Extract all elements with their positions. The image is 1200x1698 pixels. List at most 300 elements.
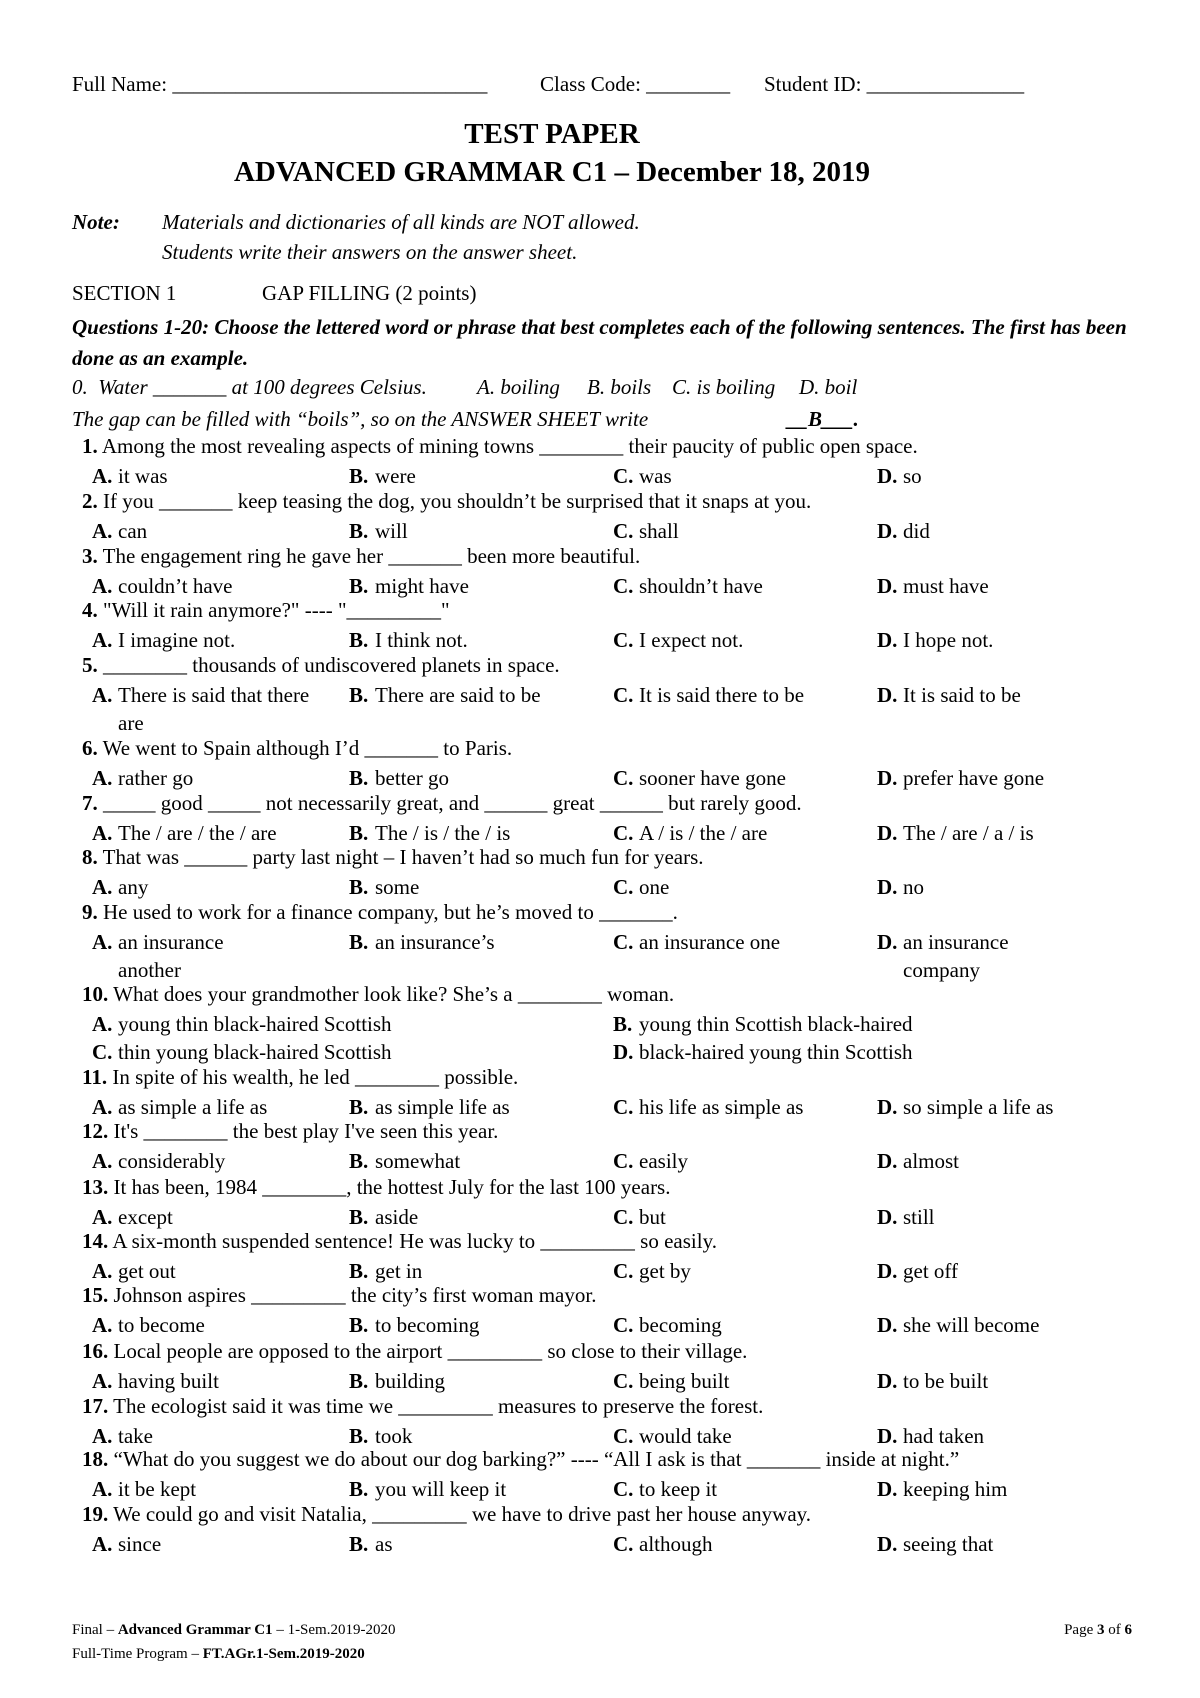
answer-option <box>349 1093 510 1121</box>
answer-option <box>613 1422 732 1450</box>
option-letter: C. <box>613 766 634 790</box>
answer-option <box>877 1257 958 1285</box>
question-stem <box>82 653 1132 678</box>
question-text: What does your grandmother look like? She’s a ________ woman. <box>113 982 675 1006</box>
option-text: as simple life as <box>375 1095 510 1119</box>
option-letter: C. <box>92 1040 113 1064</box>
instructions: Questions 1-20: Choose the lettered word or phrase that best completes each of the following sentences. The first has been done as an example. <box>72 315 1127 370</box>
section-name <box>262 281 476 306</box>
note-line: Students write their answers on the answer sheet. <box>162 240 578 264</box>
answer-option <box>92 1038 392 1066</box>
option-letter: C. <box>613 1477 634 1501</box>
question-stem <box>82 544 1132 569</box>
option-text: so <box>903 464 922 488</box>
footer-code: FT.AGr.1-Sem.2019-2020 <box>202 1646 365 1662</box>
option-text: I think not. <box>375 628 468 652</box>
answer-option <box>92 517 147 545</box>
question-number: 18. <box>82 1447 109 1471</box>
option-text: to be built <box>903 1369 989 1393</box>
answer-option <box>349 1475 506 1503</box>
question-text: _____ good _____ not necessarily great, and ______ great ______ but rarely good. <box>103 791 802 815</box>
question-number: 15. <box>82 1283 109 1307</box>
option-letter: B. <box>349 1313 369 1337</box>
option-text: any <box>118 875 149 899</box>
option-letter: D. <box>877 1095 898 1119</box>
question-stem <box>82 845 1132 870</box>
option-text: an insurance another <box>118 930 224 982</box>
question-text: We could go and visit Natalia, _________ we have to drive past her house anyway. <box>113 1502 812 1526</box>
option-text: will <box>375 519 408 543</box>
answer-option <box>877 1422 984 1450</box>
question-text: The ecologist said it was time we _________ measures to preserve the forest. <box>113 1394 764 1418</box>
answer-option <box>349 462 416 490</box>
question-text: He used to work for a finance company, but he’s moved to _______. <box>103 900 678 924</box>
question-stem <box>82 1065 1132 1090</box>
option-text: It is said there to be <box>639 683 805 707</box>
question-number: 8. <box>82 845 98 869</box>
option-letter: B. <box>349 464 369 488</box>
option-text: although <box>639 1532 713 1556</box>
option-text: take <box>118 1424 153 1448</box>
answer-option <box>613 1257 691 1285</box>
option-text: somewhat <box>375 1149 461 1173</box>
option-letter: A. <box>92 1149 113 1173</box>
answer-option <box>877 1530 993 1558</box>
answer-option <box>349 1311 479 1339</box>
option-letter: A. <box>92 1205 113 1229</box>
option-letter: B. <box>349 683 369 707</box>
option-text: must have <box>903 574 989 598</box>
option-letter: A. <box>92 628 113 652</box>
question-stem <box>82 900 1132 925</box>
option-letter: C. <box>613 1369 634 1393</box>
answer-option <box>613 517 679 545</box>
answer-option <box>877 1093 1053 1121</box>
answer-option <box>349 1422 412 1450</box>
option-letter: A. <box>92 1095 113 1119</box>
option-text: took <box>375 1424 413 1448</box>
answer-option <box>877 1367 988 1395</box>
option-text: to becoming <box>375 1313 480 1337</box>
option-letter: A. <box>92 1477 113 1501</box>
option-text: an insurance’s <box>375 930 495 954</box>
option-letter: D. <box>877 1149 898 1173</box>
answer-option <box>613 1010 913 1038</box>
option-text: an insurance company <box>903 930 1009 982</box>
answer-option <box>877 462 922 490</box>
option-letter: C. <box>613 1424 634 1448</box>
question-stem <box>82 736 1132 761</box>
footer-course: Advanced Grammar C1 <box>117 1622 273 1638</box>
option-letter: B. <box>349 930 369 954</box>
answer-option <box>349 1367 445 1395</box>
answer-option <box>877 873 924 901</box>
option-text: There is said that there are <box>118 683 310 735</box>
option-text: I hope not. <box>903 628 994 652</box>
answer-option <box>349 873 419 901</box>
question-stem <box>82 1502 1132 1527</box>
answer-option <box>613 626 743 654</box>
question-text: If you _______ keep teasing the dog, you shouldn’t be surprised that it snaps at you. <box>103 489 812 513</box>
option-letter: D. <box>877 1205 898 1229</box>
example-option: A. boiling <box>477 375 560 399</box>
option-letter: B. <box>349 1424 369 1448</box>
option-letter: D. <box>877 683 898 707</box>
answer-option <box>877 572 989 600</box>
option-text: you will keep it <box>375 1477 507 1501</box>
option-letter: D. <box>877 930 898 954</box>
option-letter: A. <box>92 464 113 488</box>
option-letter: B. <box>349 875 369 899</box>
page-current: 3 <box>1097 1622 1105 1638</box>
question-stem <box>82 489 1132 514</box>
question-stem <box>82 434 1132 459</box>
section-points: (2 points) <box>395 281 477 305</box>
question-number: 10. <box>82 982 109 1006</box>
option-letter: B. <box>349 1259 369 1283</box>
option-letter: B. <box>349 1095 369 1119</box>
option-text: seeing that <box>903 1532 994 1556</box>
answer-option <box>877 626 993 654</box>
option-letter: A. <box>92 1012 113 1036</box>
option-letter: C. <box>613 821 634 845</box>
answer-option <box>613 819 767 847</box>
answer-option <box>877 928 1033 984</box>
question-text: The engagement ring he gave her _______ been more beautiful. <box>102 544 641 568</box>
option-letter: B. <box>349 1369 369 1393</box>
example-option: B. boils <box>587 375 652 399</box>
option-letter: C. <box>613 1259 634 1283</box>
option-letter: C. <box>613 574 634 598</box>
question-text: In spite of his wealth, he led ________ possible. <box>112 1065 519 1089</box>
option-text: young thin Scottish black-haired <box>639 1012 913 1036</box>
answer-option <box>92 1475 196 1503</box>
option-text: There are said to be <box>375 683 541 707</box>
option-letter: D. <box>877 574 898 598</box>
question-text: It's ________ the best play I've seen this year. <box>113 1119 499 1143</box>
answer-option <box>613 1367 729 1395</box>
student-info-line <box>72 72 1132 102</box>
answer-option <box>613 681 804 709</box>
option-letter: B. <box>349 1532 369 1556</box>
footer-text: – 1-Sem.2019-2020 <box>272 1622 396 1638</box>
option-letter: A. <box>92 1259 113 1283</box>
answer-option <box>349 819 510 847</box>
option-text: might have <box>375 574 469 598</box>
option-letter: D. <box>877 1313 898 1337</box>
option-letter: D. <box>877 875 898 899</box>
question-stem <box>82 1394 1132 1419</box>
question-stem <box>82 791 1132 816</box>
option-text: some <box>375 875 420 899</box>
option-text: except <box>118 1205 173 1229</box>
option-text: shall <box>639 519 679 543</box>
answer-option <box>877 819 1034 847</box>
answer-option <box>92 1311 205 1339</box>
answer-option <box>92 626 235 654</box>
answer-option <box>349 764 449 792</box>
option-letter: A. <box>92 683 113 707</box>
option-letter: D. <box>877 1369 898 1393</box>
answer-option <box>349 572 469 600</box>
option-text: prefer have gone <box>903 766 1045 790</box>
option-letter: D. <box>877 1424 898 1448</box>
answer-option <box>613 873 669 901</box>
option-text: couldn’t have <box>118 574 233 598</box>
option-letter: C. <box>613 683 634 707</box>
answer-option <box>349 626 468 654</box>
answer-option <box>92 1367 219 1395</box>
page-label: Page <box>1064 1622 1097 1638</box>
option-text: can <box>118 519 148 543</box>
answer-option <box>613 1147 688 1175</box>
section-number: SECTION 1 <box>72 281 177 305</box>
option-text: get out <box>118 1259 176 1283</box>
footer-line <box>72 1622 1132 1639</box>
question-number: 13. <box>82 1175 109 1199</box>
option-text: black-haired young thin Scottish <box>639 1040 913 1064</box>
option-text: I imagine not. <box>118 628 236 652</box>
answer-option <box>92 572 233 600</box>
question-text: “What do you suggest we do about our dog barking?” ---- “All I ask is that _______ inside at night.” <box>113 1447 960 1471</box>
question-stem <box>82 1119 1132 1144</box>
option-text: keeping him <box>903 1477 1008 1501</box>
answer-option <box>613 572 763 600</box>
option-letter: C. <box>613 464 634 488</box>
option-text: still <box>903 1205 935 1229</box>
option-letter: A. <box>92 766 113 790</box>
option-text: It is said to be <box>903 683 1021 707</box>
question-number: 17. <box>82 1394 109 1418</box>
page-of: of <box>1104 1622 1125 1638</box>
question-text: ________ thousands of undiscovered planets in space. <box>103 653 560 677</box>
option-letter: A. <box>92 1369 113 1393</box>
answer-option <box>613 1475 717 1503</box>
question-stem <box>82 1447 1132 1472</box>
option-text: had taken <box>903 1424 985 1448</box>
question-text: We went to Spain although I’d _______ to Paris. <box>102 736 513 760</box>
option-letter: C. <box>613 519 634 543</box>
option-text: his life as simple as <box>639 1095 804 1119</box>
page-number <box>1064 1622 1132 1639</box>
footer-text: Final – <box>72 1622 118 1638</box>
answer-option <box>877 1311 1039 1339</box>
answer-option <box>613 462 672 490</box>
option-letter: C. <box>613 930 634 954</box>
example-option: D. boil <box>799 375 858 399</box>
option-letter: D. <box>877 1259 898 1283</box>
answer-option <box>877 1475 1007 1503</box>
question-number: 12. <box>82 1119 109 1143</box>
answer-option <box>92 1203 173 1231</box>
question-text: "Will it rain anymore?" ---- "_________" <box>103 598 450 622</box>
option-text: young thin black-haired Scottish <box>118 1012 392 1036</box>
footer-line <box>72 1646 1132 1663</box>
option-letter: B. <box>349 628 369 652</box>
option-letter: B. <box>349 574 369 598</box>
option-letter: C. <box>613 1205 634 1229</box>
answer-option <box>613 1093 803 1121</box>
answer-option <box>877 517 930 545</box>
answer-option <box>349 681 541 709</box>
question-text: Johnson aspires _________ the city’s first woman mayor. <box>113 1283 597 1307</box>
option-text: A / is / the / are <box>639 821 768 845</box>
answer-option <box>92 1422 153 1450</box>
question-text: It has been, 1984 ________, the hottest July for the last 100 years. <box>113 1175 671 1199</box>
option-letter: A. <box>92 574 113 598</box>
footer-text: Full-Time Program – <box>72 1646 203 1662</box>
answer-option <box>92 819 277 847</box>
page-total: 6 <box>1124 1622 1132 1638</box>
option-letter: C. <box>613 1149 634 1173</box>
option-text: one <box>639 875 670 899</box>
option-text: sooner have gone <box>639 766 786 790</box>
option-text: but <box>639 1205 666 1229</box>
option-text: to become <box>118 1313 205 1337</box>
question-number: 16. <box>82 1339 109 1363</box>
note-label: Note: <box>72 210 120 234</box>
option-letter: A. <box>92 1424 113 1448</box>
option-text: rather go <box>118 766 194 790</box>
option-letter: A. <box>92 930 113 954</box>
option-letter: B. <box>349 1205 369 1229</box>
option-text: get off <box>903 1259 959 1283</box>
option-text: no <box>903 875 924 899</box>
question-number: 11. <box>82 1065 108 1089</box>
example-prompt: 0. Water _______ at 100 degrees Celsius. <box>72 375 427 399</box>
option-text: being built <box>639 1369 730 1393</box>
answer-option <box>92 873 148 901</box>
option-letter: C. <box>613 1313 634 1337</box>
answer-option <box>613 1038 913 1066</box>
answer-option <box>613 764 786 792</box>
question-stem <box>82 1339 1132 1364</box>
answer-option <box>877 764 1044 792</box>
option-text: better go <box>375 766 450 790</box>
option-letter: C. <box>613 1095 634 1119</box>
answer-option <box>877 681 1021 709</box>
option-letter: D. <box>877 464 898 488</box>
option-text: she will become <box>903 1313 1040 1337</box>
option-letter: C. <box>613 628 634 652</box>
option-text: The / is / the / is <box>375 821 511 845</box>
option-text: easily <box>639 1149 688 1173</box>
option-text: an insurance one <box>639 930 781 954</box>
option-letter: C. <box>613 875 634 899</box>
option-text: it be kept <box>118 1477 197 1501</box>
answer-option <box>349 1257 422 1285</box>
question-number: 9. <box>82 900 98 924</box>
answer-option <box>613 928 780 956</box>
option-text: was <box>639 464 672 488</box>
option-text: thin young black-haired Scottish <box>118 1040 392 1064</box>
option-text: shouldn’t have <box>639 574 763 598</box>
answer-option <box>92 1093 267 1121</box>
question-text: That was ______ party last night – I haven’t had so much fun for years. <box>102 845 704 869</box>
answer-option <box>613 1311 722 1339</box>
option-letter: B. <box>349 766 369 790</box>
answer-option <box>877 1203 935 1231</box>
option-letter: A. <box>92 875 113 899</box>
question-stem <box>82 598 1132 623</box>
option-text: having built <box>118 1369 219 1393</box>
option-text: did <box>903 519 930 543</box>
class-code-field: Class Code: ________ <box>540 72 731 96</box>
option-text: as <box>375 1532 393 1556</box>
option-letter: C. <box>613 1532 634 1556</box>
example-option: C. is boiling <box>672 375 776 399</box>
answer-option <box>349 1147 460 1175</box>
test-page <box>72 0 1132 1698</box>
answer-option <box>92 928 248 984</box>
option-letter: B. <box>613 1012 633 1036</box>
option-letter: A. <box>92 1313 113 1337</box>
option-letter: D. <box>877 1477 898 1501</box>
option-text: since <box>118 1532 162 1556</box>
example-answer: __B___. <box>787 407 859 431</box>
question-stem <box>82 982 1132 1007</box>
answer-option <box>92 1147 225 1175</box>
option-letter: A. <box>92 519 113 543</box>
option-text: considerably <box>118 1149 226 1173</box>
option-text: The / are / a / is <box>903 821 1034 845</box>
option-text: building <box>375 1369 446 1393</box>
option-text: get in <box>375 1259 423 1283</box>
option-letter: B. <box>349 821 369 845</box>
option-text: so simple a life as <box>903 1095 1054 1119</box>
question-number: 19. <box>82 1502 109 1526</box>
option-text: becoming <box>639 1313 722 1337</box>
question-stem <box>82 1229 1132 1254</box>
question-text: A six-month suspended sentence! He was lucky to _________ so easily. <box>112 1229 717 1253</box>
option-text: aside <box>375 1205 419 1229</box>
answer-option <box>613 1530 713 1558</box>
option-letter: D. <box>877 766 898 790</box>
answer-option <box>92 764 193 792</box>
answer-option <box>92 462 168 490</box>
question-number: 1. <box>82 434 98 458</box>
option-text: get by <box>639 1259 691 1283</box>
question-number: 5. <box>82 653 98 677</box>
answer-option <box>349 517 408 545</box>
answer-option <box>92 1530 161 1558</box>
question-text: Local people are opposed to the airport _________ so close to their village. <box>113 1339 748 1363</box>
answer-option <box>613 1203 666 1231</box>
page-subtitle: ADVANCED GRAMMAR C1 – December 18, 2019 <box>233 156 871 188</box>
note-line: Materials and dictionaries of all kinds are NOT allowed. <box>162 210 640 234</box>
answer-option <box>92 1010 392 1038</box>
question-number: 7. <box>82 791 98 815</box>
option-letter: B. <box>349 1149 369 1173</box>
option-letter: A. <box>92 1532 113 1556</box>
question-number: 4. <box>82 598 98 622</box>
option-text: were <box>375 464 416 488</box>
answer-option <box>349 928 495 956</box>
option-text: to keep it <box>639 1477 718 1501</box>
question-number: 2. <box>82 489 98 513</box>
question-number: 3. <box>82 544 98 568</box>
answer-option <box>877 1147 959 1175</box>
answer-option <box>92 681 318 737</box>
page-title: TEST PAPER <box>464 118 640 150</box>
question-stem <box>82 1175 1132 1200</box>
option-text: as simple a life as <box>118 1095 268 1119</box>
option-letter: D. <box>877 628 898 652</box>
full-name-field: Full Name: ______________________________ <box>72 72 488 96</box>
example-explain-text: The gap can be filled with “boils”, so on the ANSWER SHEET write <box>72 407 649 431</box>
option-letter: B. <box>349 519 369 543</box>
question-number: 6. <box>82 736 98 760</box>
